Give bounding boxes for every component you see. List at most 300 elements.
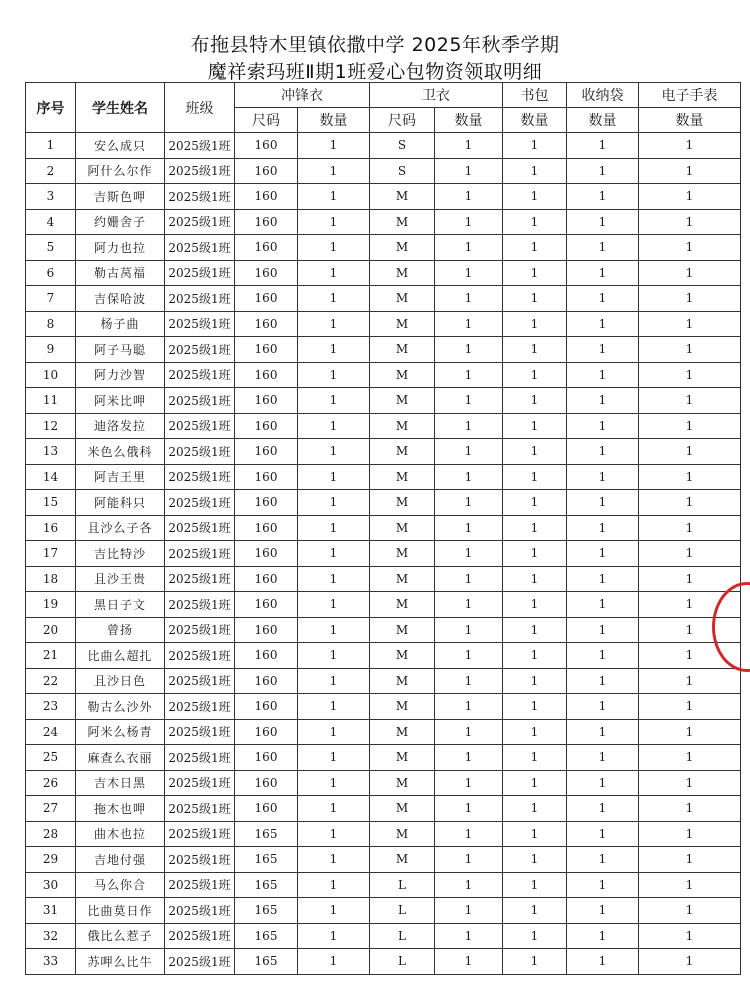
watch-qty-cell: 1 [639, 592, 741, 618]
class-cell: 2025级1班 [165, 184, 235, 210]
jacket-qty-cell: 1 [298, 235, 370, 261]
bag-qty-cell: 1 [503, 719, 567, 745]
hoodie-size-cell: M [370, 209, 435, 235]
storage-qty-cell: 1 [567, 847, 639, 873]
jacket-qty-cell: 1 [298, 643, 370, 669]
jacket-size-cell: 160 [235, 770, 298, 796]
bag-qty-cell: 1 [503, 745, 567, 771]
jacket-size-cell: 160 [235, 694, 298, 720]
student-name-cell: 阿能科只 [76, 490, 165, 516]
seq-cell: 9 [26, 337, 76, 363]
bag-qty-cell: 1 [503, 694, 567, 720]
jacket-qty-cell: 1 [298, 209, 370, 235]
student-name-cell: 曾扬 [76, 617, 165, 643]
storage-qty-cell: 1 [567, 311, 639, 337]
hoodie-qty-cell: 1 [435, 158, 503, 184]
bag-qty-cell: 1 [503, 541, 567, 567]
student-name-cell: 且沙么子各 [76, 515, 165, 541]
class-cell: 2025级1班 [165, 796, 235, 822]
storage-qty-cell: 1 [567, 541, 639, 567]
table-row [26, 260, 741, 286]
header-jacket: 冲锋衣 [235, 83, 370, 108]
watch-qty-cell: 1 [639, 413, 741, 439]
hoodie-size-cell: M [370, 770, 435, 796]
seq-cell: 20 [26, 617, 76, 643]
bag-qty-cell: 1 [503, 847, 567, 873]
bag-qty-cell: 1 [503, 464, 567, 490]
student-name-cell: 拖木也呷 [76, 796, 165, 822]
student-name-cell: 吉斯色呷 [76, 184, 165, 210]
student-name-cell: 约姗舍子 [76, 209, 165, 235]
seq-cell: 30 [26, 872, 76, 898]
bag-qty-cell: 1 [503, 668, 567, 694]
class-cell: 2025级1班 [165, 949, 235, 975]
jacket-size-cell: 160 [235, 643, 298, 669]
hoodie-qty-cell: 1 [435, 286, 503, 312]
jacket-qty-cell: 1 [298, 388, 370, 414]
jacket-qty-cell: 1 [298, 745, 370, 771]
header-hoodie-qty: 数量 [435, 108, 503, 133]
seq-cell: 19 [26, 592, 76, 618]
table-row [26, 133, 741, 159]
jacket-size-cell: 165 [235, 821, 298, 847]
watch-qty-cell: 1 [639, 898, 741, 924]
seq-cell: 6 [26, 260, 76, 286]
class-cell: 2025级1班 [165, 133, 235, 159]
seq-cell: 12 [26, 413, 76, 439]
bag-qty-cell: 1 [503, 821, 567, 847]
bag-qty-cell: 1 [503, 286, 567, 312]
class-cell: 2025级1班 [165, 694, 235, 720]
watch-qty-cell: 1 [639, 260, 741, 286]
jacket-size-cell: 160 [235, 184, 298, 210]
bag-qty-cell: 1 [503, 413, 567, 439]
jacket-size-cell: 160 [235, 413, 298, 439]
bag-qty-cell: 1 [503, 235, 567, 261]
hoodie-qty-cell: 1 [435, 235, 503, 261]
storage-qty-cell: 1 [567, 413, 639, 439]
watch-qty-cell: 1 [639, 388, 741, 414]
header-hoodie-size: 尺码 [370, 108, 435, 133]
seq-cell: 18 [26, 566, 76, 592]
bag-qty-cell: 1 [503, 898, 567, 924]
student-name-cell: 黑日子文 [76, 592, 165, 618]
class-cell: 2025级1班 [165, 923, 235, 949]
bag-qty-cell: 1 [503, 643, 567, 669]
storage-qty-cell: 1 [567, 337, 639, 363]
student-name-cell: 马么你合 [76, 872, 165, 898]
table-row [26, 158, 741, 184]
bag-qty-cell: 1 [503, 770, 567, 796]
hoodie-qty-cell: 1 [435, 821, 503, 847]
watch-qty-cell: 1 [639, 847, 741, 873]
table-row [26, 796, 741, 822]
class-cell: 2025级1班 [165, 158, 235, 184]
class-cell: 2025级1班 [165, 872, 235, 898]
jacket-qty-cell: 1 [298, 158, 370, 184]
storage-qty-cell: 1 [567, 362, 639, 388]
watch-qty-cell: 1 [639, 541, 741, 567]
bag-qty-cell: 1 [503, 337, 567, 363]
bag-qty-cell: 1 [503, 184, 567, 210]
hoodie-size-cell: L [370, 898, 435, 924]
bag-qty-cell: 1 [503, 158, 567, 184]
hoodie-qty-cell: 1 [435, 745, 503, 771]
header-storage-bag: 收纳袋 [567, 83, 639, 108]
hoodie-size-cell: M [370, 847, 435, 873]
seq-cell: 4 [26, 209, 76, 235]
hoodie-size-cell: S [370, 133, 435, 159]
class-cell: 2025级1班 [165, 235, 235, 261]
hoodie-size-cell: L [370, 923, 435, 949]
jacket-qty-cell: 1 [298, 566, 370, 592]
storage-qty-cell: 1 [567, 286, 639, 312]
storage-qty-cell: 1 [567, 821, 639, 847]
storage-qty-cell: 1 [567, 566, 639, 592]
table-row [26, 592, 741, 618]
seq-cell: 21 [26, 643, 76, 669]
header-jacket-size: 尺码 [235, 108, 298, 133]
jacket-qty-cell: 1 [298, 668, 370, 694]
hoodie-size-cell: M [370, 617, 435, 643]
watch-qty-cell: 1 [639, 464, 741, 490]
hoodie-size-cell: M [370, 490, 435, 516]
storage-qty-cell: 1 [567, 617, 639, 643]
header-bag-qty: 数量 [503, 108, 567, 133]
class-cell: 2025级1班 [165, 898, 235, 924]
header-watch-qty: 数量 [639, 108, 741, 133]
jacket-size-cell: 160 [235, 592, 298, 618]
seq-cell: 8 [26, 311, 76, 337]
jacket-size-cell: 160 [235, 158, 298, 184]
hoodie-qty-cell: 1 [435, 566, 503, 592]
header-schoolbag: 书包 [503, 83, 567, 108]
jacket-size-cell: 165 [235, 872, 298, 898]
storage-qty-cell: 1 [567, 235, 639, 261]
jacket-qty-cell: 1 [298, 464, 370, 490]
student-name-cell: 且沙日色 [76, 668, 165, 694]
hoodie-size-cell: M [370, 821, 435, 847]
jacket-qty-cell: 1 [298, 362, 370, 388]
hoodie-size-cell: M [370, 668, 435, 694]
hoodie-qty-cell: 1 [435, 643, 503, 669]
header-class: 班级 [165, 83, 235, 133]
table-row [26, 490, 741, 516]
jacket-size-cell: 160 [235, 362, 298, 388]
hoodie-size-cell: M [370, 286, 435, 312]
jacket-qty-cell: 1 [298, 847, 370, 873]
table-row [26, 694, 741, 720]
class-cell: 2025级1班 [165, 464, 235, 490]
hoodie-size-cell: L [370, 949, 435, 975]
watch-qty-cell: 1 [639, 566, 741, 592]
watch-qty-cell: 1 [639, 821, 741, 847]
jacket-qty-cell: 1 [298, 617, 370, 643]
jacket-qty-cell: 1 [298, 490, 370, 516]
table-row [26, 872, 741, 898]
class-cell: 2025级1班 [165, 847, 235, 873]
hoodie-size-cell: M [370, 260, 435, 286]
watch-qty-cell: 1 [639, 184, 741, 210]
storage-qty-cell: 1 [567, 668, 639, 694]
watch-qty-cell: 1 [639, 923, 741, 949]
storage-qty-cell: 1 [567, 898, 639, 924]
storage-qty-cell: 1 [567, 949, 639, 975]
table-row [26, 541, 741, 567]
bag-qty-cell: 1 [503, 515, 567, 541]
student-name-cell: 吉地付强 [76, 847, 165, 873]
watch-qty-cell: 1 [639, 235, 741, 261]
jacket-qty-cell: 1 [298, 898, 370, 924]
hoodie-qty-cell: 1 [435, 362, 503, 388]
student-name-cell: 麻查么衣丽 [76, 745, 165, 771]
table-row [26, 209, 741, 235]
jacket-qty-cell: 1 [298, 311, 370, 337]
jacket-size-cell: 160 [235, 515, 298, 541]
hoodie-size-cell: M [370, 464, 435, 490]
seq-cell: 32 [26, 923, 76, 949]
storage-qty-cell: 1 [567, 719, 639, 745]
document-subtitle: 魔祥索玛班Ⅱ期1班爱心包物资领取明细 [207, 61, 543, 83]
table-row [26, 566, 741, 592]
hoodie-size-cell: M [370, 235, 435, 261]
bag-qty-cell: 1 [503, 617, 567, 643]
watch-qty-cell: 1 [639, 490, 741, 516]
seq-cell: 15 [26, 490, 76, 516]
watch-qty-cell: 1 [639, 668, 741, 694]
hoodie-size-cell: M [370, 643, 435, 669]
jacket-qty-cell: 1 [298, 337, 370, 363]
hoodie-qty-cell: 1 [435, 133, 503, 159]
jacket-qty-cell: 1 [298, 872, 370, 898]
hoodie-size-cell: M [370, 439, 435, 465]
class-cell: 2025级1班 [165, 515, 235, 541]
hoodie-qty-cell: 1 [435, 949, 503, 975]
seq-cell: 10 [26, 362, 76, 388]
student-name-cell: 阿吉王里 [76, 464, 165, 490]
table-row [26, 184, 741, 210]
jacket-size-cell: 160 [235, 209, 298, 235]
bag-qty-cell: 1 [503, 923, 567, 949]
header-row-1 [26, 83, 741, 108]
table-row [26, 847, 741, 873]
jacket-qty-cell: 1 [298, 821, 370, 847]
jacket-size-cell: 165 [235, 847, 298, 873]
hoodie-qty-cell: 1 [435, 796, 503, 822]
seq-cell: 3 [26, 184, 76, 210]
table-row [26, 898, 741, 924]
bag-qty-cell: 1 [503, 388, 567, 414]
class-cell: 2025级1班 [165, 541, 235, 567]
student-name-cell: 吉保哈波 [76, 286, 165, 312]
jacket-qty-cell: 1 [298, 770, 370, 796]
storage-qty-cell: 1 [567, 643, 639, 669]
table-row [26, 413, 741, 439]
seq-cell: 26 [26, 770, 76, 796]
jacket-size-cell: 160 [235, 745, 298, 771]
class-cell: 2025级1班 [165, 388, 235, 414]
watch-qty-cell: 1 [639, 133, 741, 159]
bag-qty-cell: 1 [503, 490, 567, 516]
seq-cell: 5 [26, 235, 76, 261]
hoodie-size-cell: M [370, 413, 435, 439]
class-cell: 2025级1班 [165, 566, 235, 592]
jacket-qty-cell: 1 [298, 694, 370, 720]
hoodie-qty-cell: 1 [435, 515, 503, 541]
seq-cell: 33 [26, 949, 76, 975]
seq-cell: 17 [26, 541, 76, 567]
table-row [26, 362, 741, 388]
class-cell: 2025级1班 [165, 821, 235, 847]
storage-qty-cell: 1 [567, 694, 639, 720]
hoodie-size-cell: M [370, 694, 435, 720]
header-student-name: 学生姓名 [76, 83, 165, 133]
storage-qty-cell: 1 [567, 872, 639, 898]
jacket-size-cell: 165 [235, 898, 298, 924]
table-row [26, 388, 741, 414]
bag-qty-cell: 1 [503, 872, 567, 898]
header-hoodie: 卫衣 [370, 83, 503, 108]
bag-qty-cell: 1 [503, 260, 567, 286]
hoodie-size-cell: M [370, 796, 435, 822]
bag-qty-cell: 1 [503, 566, 567, 592]
student-name-cell: 曲木也拉 [76, 821, 165, 847]
class-cell: 2025级1班 [165, 745, 235, 771]
jacket-size-cell: 160 [235, 490, 298, 516]
bag-qty-cell: 1 [503, 311, 567, 337]
student-name-cell: 比曲么超扎 [76, 643, 165, 669]
jacket-qty-cell: 1 [298, 133, 370, 159]
storage-qty-cell: 1 [567, 209, 639, 235]
student-name-cell: 勒古莴福 [76, 260, 165, 286]
storage-qty-cell: 1 [567, 464, 639, 490]
storage-qty-cell: 1 [567, 515, 639, 541]
bag-qty-cell: 1 [503, 949, 567, 975]
seq-cell: 23 [26, 694, 76, 720]
storage-qty-cell: 1 [567, 439, 639, 465]
hoodie-size-cell: M [370, 311, 435, 337]
jacket-size-cell: 160 [235, 133, 298, 159]
seq-cell: 25 [26, 745, 76, 771]
watch-qty-cell: 1 [639, 745, 741, 771]
class-cell: 2025级1班 [165, 439, 235, 465]
jacket-size-cell: 160 [235, 286, 298, 312]
hoodie-size-cell: M [370, 337, 435, 363]
storage-qty-cell: 1 [567, 490, 639, 516]
table-row [26, 643, 741, 669]
class-cell: 2025级1班 [165, 260, 235, 286]
table-row [26, 668, 741, 694]
hoodie-qty-cell: 1 [435, 847, 503, 873]
table-row [26, 337, 741, 363]
student-name-cell: 且沙王贵 [76, 566, 165, 592]
watch-qty-cell: 1 [639, 770, 741, 796]
student-name-cell: 杨子曲 [76, 311, 165, 337]
watch-qty-cell: 1 [639, 311, 741, 337]
jacket-qty-cell: 1 [298, 796, 370, 822]
jacket-qty-cell: 1 [298, 949, 370, 975]
seq-cell: 13 [26, 439, 76, 465]
header-storage-qty: 数量 [567, 108, 639, 133]
student-name-cell: 米色么俄科 [76, 439, 165, 465]
student-name-cell: 阿子马聪 [76, 337, 165, 363]
student-name-cell: 阿米比呷 [76, 388, 165, 414]
student-name-cell: 吉比特沙 [76, 541, 165, 567]
jacket-qty-cell: 1 [298, 286, 370, 312]
jacket-qty-cell: 1 [298, 184, 370, 210]
hoodie-qty-cell: 1 [435, 490, 503, 516]
table-row [26, 235, 741, 261]
storage-qty-cell: 1 [567, 158, 639, 184]
class-cell: 2025级1班 [165, 337, 235, 363]
hoodie-qty-cell: 1 [435, 260, 503, 286]
jacket-qty-cell: 1 [298, 923, 370, 949]
student-name-cell: 吉木日黑 [76, 770, 165, 796]
jacket-qty-cell: 1 [298, 541, 370, 567]
hoodie-size-cell: S [370, 158, 435, 184]
bag-qty-cell: 1 [503, 362, 567, 388]
hoodie-qty-cell: 1 [435, 388, 503, 414]
table-row [26, 821, 741, 847]
table-row [26, 719, 741, 745]
jacket-size-cell: 160 [235, 719, 298, 745]
hoodie-qty-cell: 1 [435, 872, 503, 898]
watch-qty-cell: 1 [639, 158, 741, 184]
document-title: 布拖县特木里镇依撒中学 2025年秋季学期 [190, 34, 560, 56]
student-name-cell: 阿米么杨青 [76, 719, 165, 745]
hoodie-qty-cell: 1 [435, 439, 503, 465]
class-cell: 2025级1班 [165, 311, 235, 337]
class-cell: 2025级1班 [165, 362, 235, 388]
hoodie-size-cell: L [370, 872, 435, 898]
bag-qty-cell: 1 [503, 439, 567, 465]
seq-cell: 28 [26, 821, 76, 847]
student-name-cell: 阿力也拉 [76, 235, 165, 261]
table-row [26, 949, 741, 975]
seq-cell: 2 [26, 158, 76, 184]
watch-qty-cell: 1 [639, 796, 741, 822]
hoodie-qty-cell: 1 [435, 694, 503, 720]
jacket-size-cell: 160 [235, 337, 298, 363]
hoodie-qty-cell: 1 [435, 209, 503, 235]
hoodie-qty-cell: 1 [435, 668, 503, 694]
header-e-watch: 电子手表 [639, 83, 741, 108]
seq-cell: 1 [26, 133, 76, 159]
table-row [26, 770, 741, 796]
seq-cell: 31 [26, 898, 76, 924]
storage-qty-cell: 1 [567, 260, 639, 286]
class-cell: 2025级1班 [165, 643, 235, 669]
class-cell: 2025级1班 [165, 592, 235, 618]
hoodie-qty-cell: 1 [435, 719, 503, 745]
table-row [26, 515, 741, 541]
class-cell: 2025级1班 [165, 668, 235, 694]
seq-cell: 22 [26, 668, 76, 694]
class-cell: 2025级1班 [165, 209, 235, 235]
storage-qty-cell: 1 [567, 592, 639, 618]
header-seq: 序号 [26, 83, 76, 133]
bag-qty-cell: 1 [503, 209, 567, 235]
bag-qty-cell: 1 [503, 133, 567, 159]
seq-cell: 14 [26, 464, 76, 490]
storage-qty-cell: 1 [567, 745, 639, 771]
seq-cell: 11 [26, 388, 76, 414]
seq-cell: 29 [26, 847, 76, 873]
jacket-qty-cell: 1 [298, 719, 370, 745]
hoodie-size-cell: M [370, 745, 435, 771]
storage-qty-cell: 1 [567, 133, 639, 159]
student-name-cell: 俄比么惹子 [76, 923, 165, 949]
